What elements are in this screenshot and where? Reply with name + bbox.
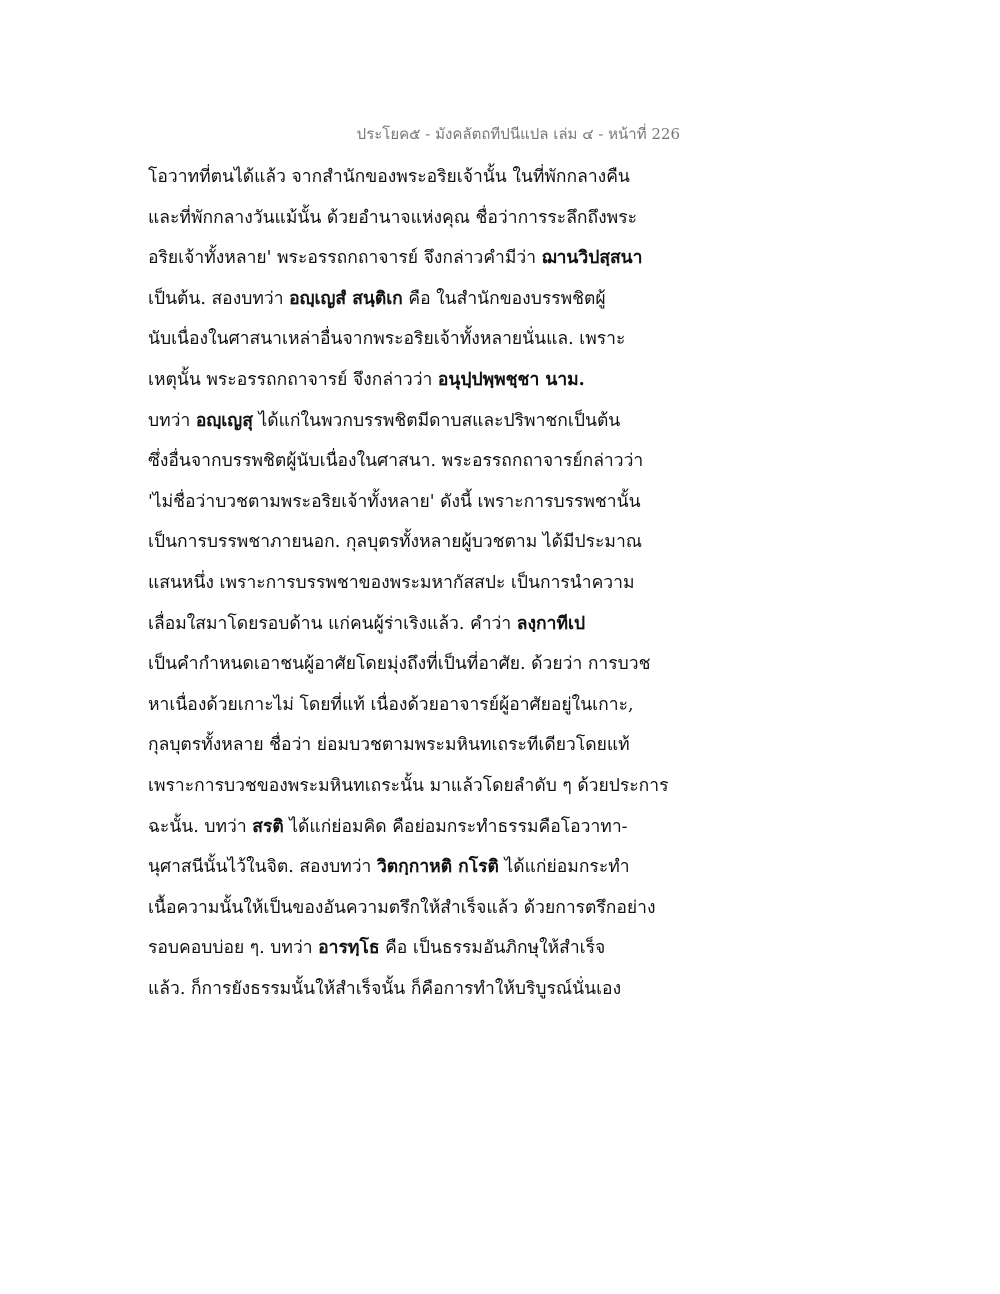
text-segment: คือ เป็นธรรมอันภิกษุให้สำเร็จ bbox=[379, 938, 606, 959]
text-segment: ได้แก่ย่อมคิด คือย่อมกระทำธรรมคือโอวาทา- bbox=[283, 816, 628, 837]
text-segment: รอบคอบบ่อย ๆ. บทว่า bbox=[148, 938, 319, 959]
pali-term: อนุปฺปพฺพชฺชา นาม. bbox=[437, 369, 585, 390]
text-segment: ฉะนั้น. บทว่า bbox=[148, 816, 253, 837]
text-segment: หาเนื่องด้วยเกาะไม่ โดยที่แท้ เนื่องด้วยอาจารย์ผู้อาศัยอยู่ในเกาะ, bbox=[148, 694, 634, 715]
text-segment: เป็นการบรรพชาภายนอก. กุลบุตรทั้งหลายผู้บวชตาม ได้มีประมาณ bbox=[148, 532, 643, 553]
text-segment: ได้แก่ในพวกบรรพชิตมีดาบสและปริพาชกเป็นต้น bbox=[252, 410, 621, 431]
text-line bbox=[148, 198, 708, 239]
text-segment: 'ไม่ชื่อว่าบวชตามพระอริยเจ้าทั้งหลาย' ดังนี้ เพราะการบรรพชานั้น bbox=[148, 491, 641, 512]
pali-term: สรติ bbox=[252, 816, 284, 837]
text-segment: ซึ่งอื่นจากบรรพชิตผู้นับเนื่องในศาสนา. พระอรรถกถาจารย์กล่าวว่า bbox=[148, 451, 644, 472]
text-segment: อริยเจ้าทั้งหลาย' พระอรรถกถาจารย์ จึงกล่าวคำมีว่า bbox=[148, 248, 542, 269]
text-segment: แสนหนึ่ง เพราะการบรรพชาของพระมหากัสสปะ เป็นการนำความ bbox=[148, 572, 635, 593]
text-line bbox=[148, 928, 708, 969]
running-header: ประโยค๕ - มังคลัตถทีปนีแปล เล่ม ๔ - หน้าที่ 226 bbox=[356, 125, 680, 143]
text-segment: เลื่อมใสมาโดยรอบด้าน แก่คนผู้ร่าเริงแล้ว. คำว่า bbox=[148, 613, 517, 634]
text-line bbox=[148, 522, 708, 563]
pali-term: อญฺเญสํ สนฺติเก bbox=[289, 288, 403, 309]
pali-term: ลงฺกาทีเป bbox=[516, 613, 586, 634]
text-line bbox=[148, 604, 708, 645]
pali-term: อารทฺโธ bbox=[318, 938, 380, 959]
text-segment: เพราะการบวชของพระมหินทเถระนั้น มาแล้วโดยลำดับ ๆ ด้วยประการ bbox=[148, 775, 669, 796]
text-line bbox=[148, 279, 708, 320]
text-line bbox=[148, 360, 708, 401]
text-line bbox=[148, 401, 708, 442]
text-line bbox=[148, 644, 708, 685]
text-line bbox=[148, 563, 708, 604]
pali-term: อญฺเญสุ bbox=[195, 410, 253, 431]
text-segment: เนื้อความนั้นให้เป็นของอันความตรึกให้สำเร็จแล้ว ด้วยการตรึกอย่าง bbox=[148, 897, 656, 918]
text-line bbox=[148, 725, 708, 766]
text-segment: นับเนื่องในศาสนาเหล่าอื่นจากพระอริยเจ้าทั้งหลายนั่นแล. เพราะ bbox=[148, 329, 626, 350]
text-line bbox=[148, 157, 708, 198]
text-line bbox=[148, 685, 708, 726]
text-segment: เป็นต้น. สองบทว่า bbox=[148, 288, 290, 309]
text-segment: โอวาทที่ตนได้แล้ว จากสำนักของพระอริยเจ้านั้น ในที่พักกลางคืน bbox=[148, 167, 630, 187]
text-segment: นุศาสนีนั้นไว้ในจิต. สองบทว่า bbox=[148, 857, 377, 878]
pali-term: ฌานวิปสฺสนา bbox=[541, 248, 643, 269]
text-segment: และที่พักกลางวันแม้นั้น ด้วยอำนาจแห่งคุณ ชื่อว่าการระลึกถึงพระ bbox=[148, 207, 638, 228]
text-segment: คือ ในสำนักของบรรพชิตผู้ bbox=[402, 288, 606, 309]
body-text bbox=[148, 157, 708, 1009]
text-line bbox=[148, 441, 708, 482]
text-line bbox=[148, 238, 708, 279]
text-line bbox=[148, 482, 708, 523]
text-line bbox=[148, 847, 708, 888]
text-segment: บทว่า bbox=[148, 410, 196, 431]
text-segment: ได้แก่ย่อมกระทำ bbox=[498, 857, 630, 878]
pali-term: วิตกฺกาหติ กโรติ bbox=[376, 857, 499, 878]
text-line bbox=[148, 807, 708, 848]
text-segment: กุลบุตรทั้งหลาย ชื่อว่า ย่อมบวชตามพระมหินทเถระทีเดียวโดยแท้ bbox=[148, 735, 630, 756]
text-line bbox=[148, 766, 708, 807]
text-line bbox=[148, 319, 708, 360]
text-line bbox=[148, 888, 708, 929]
text-segment: เหตุนั้น พระอรรถกถาจารย์ จึงกล่าวว่า bbox=[148, 369, 438, 390]
text-segment: แล้ว. ก็การยังธรรมนั้นให้สำเร็จนั้น ก็คือการทำให้บริบูรณ์นั่นเอง bbox=[148, 978, 622, 999]
text-segment: เป็นคำกำหนดเอาชนผู้อาศัยโดยมุ่งถึงที่เป็นที่อาศัย. ด้วยว่า การบวช bbox=[148, 654, 651, 675]
text-line bbox=[148, 969, 708, 1010]
